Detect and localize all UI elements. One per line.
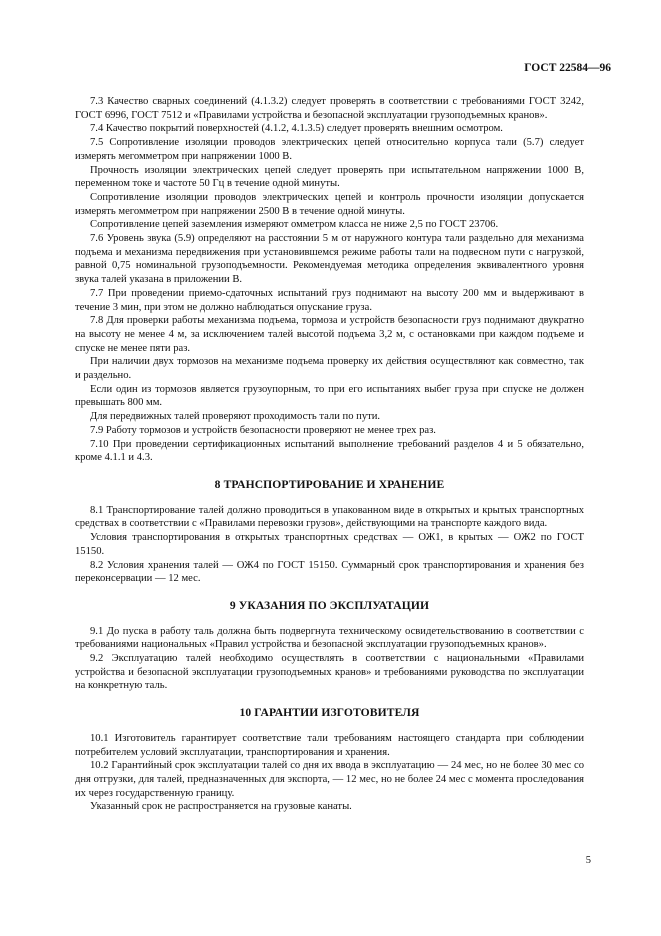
paragraph-7-5: 7.5 Сопротивление изоляции проводов электрических цепей относительно корпуса тали (5.7) следует измерять мегомметром при напряжении 1000 В.	[75, 137, 584, 162]
paragraph-10-1: 10.1 Изготовитель гарантирует соответствие тали требованиям настоящего стандарта при соблюдении потребителем условий эксплуатации, транспортирования и хранения.	[75, 732, 584, 758]
paragraph: Условия транспортирования в открытых транспортных средствах — ОЖ1, в крытых — ОЖ2 по ГОСТ 15150.	[75, 532, 584, 557]
page-body	[75, 95, 584, 814]
paragraph-8-1: 8.1 Транспортирование талей должно проводиться в упакованном виде в открытых и крытых транспортных средствах в соответствии с «Правилами перевозки грузов», действующими на транспорте каждого вида.	[75, 504, 584, 530]
paragraph-7-8: 7.8 Для проверки работы механизма подъема, тормоза и устройств безопасности груз поднимают двукратно на высоту не менее 4 м, за исключением талей высотой подъема 3,2 м, с остановками при каждом подъеме и спуске не менее пяти раз.	[75, 315, 584, 354]
paragraph: Для передвижных талей проверяют проходимость тали по пути.	[90, 411, 381, 423]
paragraph: Сопротивление цепей заземления измеряют омметром класса не ниже 2,5 по ГОСТ 23706.	[90, 219, 499, 231]
paragraph-7-7: 7.7 При проведении приемо-сдаточных испытаний груз поднимают на высоту 200 мм и выдерживают в течение 3 мин, при этом не должно наблюдаться опускание груза.	[75, 287, 584, 313]
paragraph: Если один из тормозов является грузоупорным, то при его испытаниях выбег груза при спуске не должен превышать 800 мм.	[75, 383, 584, 409]
paragraph-7-3: 7.3 Качество сварных соединений (4.1.3.2) следует проверять в соответствии с требованиями ГОСТ 3242, ГОСТ 6996, ГОСТ 7512 и «Правилами устройства и безопасной эксплуатации грузоподъемных кранов».	[75, 96, 584, 121]
document-header: ГОСТ 22584—96	[524, 62, 611, 74]
section-9-heading: 9 УКАЗАНИЯ ПО ЭКСПЛУАТАЦИИ	[229, 598, 430, 612]
section-9	[75, 625, 584, 694]
paragraph: Указанный срок не распространяется на грузовые канаты.	[90, 801, 352, 813]
paragraph: Сопротивление изоляции проводов электрических цепей и контроль прочности изоляции допускается измерять мегомметром при напряжении 2500 В в течение одной минуты.	[75, 191, 584, 217]
paragraph-9-2: 9.2 Эксплуатацию талей необходимо осуществлять в соответствии с национальными «Правилами устройства и безопасной эксплуатации грузоподъемных кранов» и требованиями руководства по эксплуатации на конкретную таль.	[75, 653, 584, 692]
paragraph: При наличии двух тормозов на механизме подъема проверку их действия осуществляют как совместно, так и раздельно.	[75, 356, 584, 382]
paragraph-7-4: 7.4 Качество покрытий поверхностей (4.1.2, 4.1.3.5) следует проверять внешним осмотром.	[90, 123, 503, 135]
section-7	[75, 95, 584, 465]
paragraph-9-1: 9.1 До пуска в работу таль должна быть подвергнута техническому освидетельствованию в соответствии с требованиями национальных «Правил устройства и безопасной эксплуатации грузоподъемных кранов».	[75, 625, 584, 651]
section-8	[75, 504, 584, 586]
paragraph-7-9: 7.9 Работу тормозов и устройств безопасности проверяют не менее трех раз.	[90, 424, 436, 436]
page-number: 5	[585, 855, 591, 866]
paragraph-10-2: 10.2 Гарантийный срок эксплуатации талей со дня их ввода в эксплуатацию — 24 мес, но не более 30 мес со дня отгрузки, для талей, предназначенных для экспорта, — 12 мес, но не более 24 мес с момента проследования их через государственную границу.	[75, 760, 584, 799]
paragraph: Прочность изоляции электрических цепей следует проверять при испытательном напряжении 1000 В, переменном токе и частоте 50 Гц в течение одной минуты.	[75, 164, 584, 190]
section-10	[75, 732, 584, 814]
section-8-heading: 8 ТРАНСПОРТИРОВАНИЕ И ХРАНЕНИЕ	[214, 477, 445, 491]
paragraph-7-10: 7.10 При проведении сертификационных испытаний выполнение требований разделов 4 и 5 обязательно, кроме 4.1.1 и 4.3.	[75, 438, 584, 464]
paragraph-8-2: 8.2 Условия хранения талей — ОЖ4 по ГОСТ 15150. Суммарный срок транспортирования и хранения без переконсервации — 12 мес.	[75, 559, 584, 585]
paragraph-7-6: 7.6 Уровень звука (5.9) определяют на расстоянии 5 м от наружного контура тали раздельно для механизма подъема и механизма передвижения при установившемся режиме работы тали на подвесном пути с нагрузкой, равной 0,75 номинальной грузоподъемности. Рекомендуемая методика определения эквивалентного уровня звука талей указана в приложении В.	[75, 233, 584, 286]
section-10-heading: 10 ГАРАНТИИ ИЗГОТОВИТЕЛЯ	[239, 706, 420, 720]
